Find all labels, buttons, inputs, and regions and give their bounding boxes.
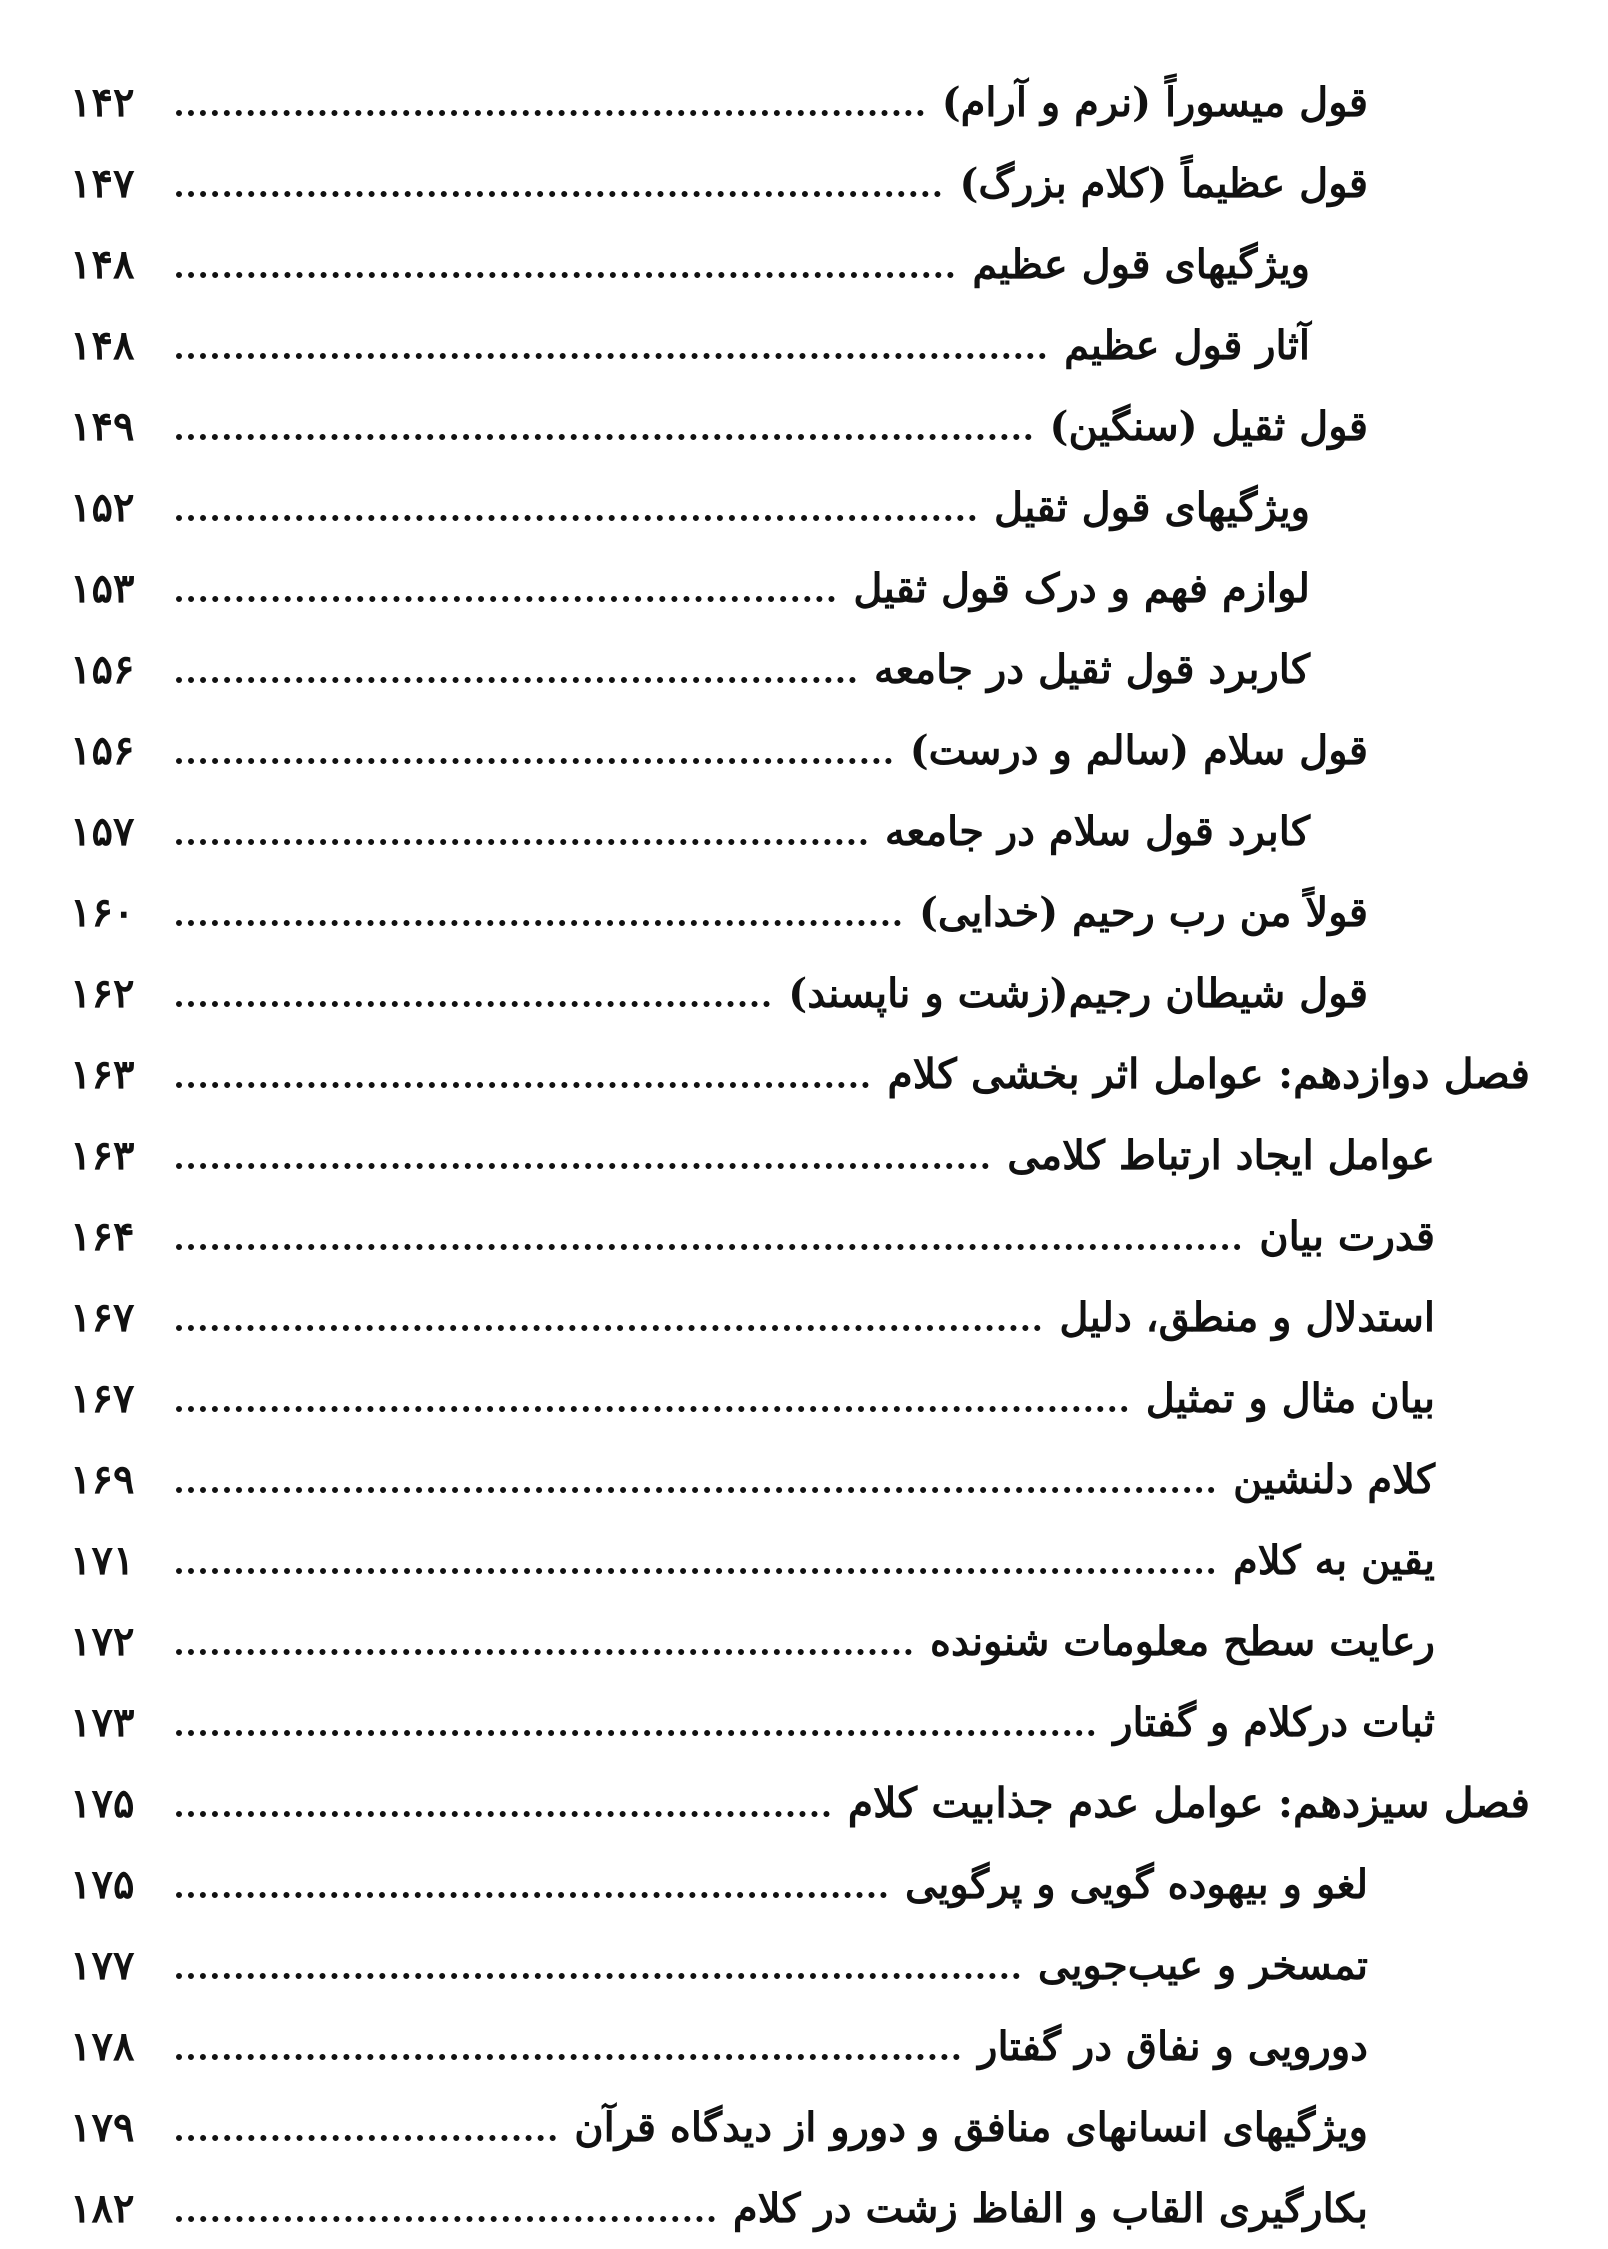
toc-entry-title: ویژگیهای قول ثقیل bbox=[994, 483, 1310, 531]
toc-entry-page: ۱۶۹ bbox=[70, 1455, 135, 1503]
toc-entry bbox=[70, 1277, 1530, 1358]
toc-entry-page: ۱۴۸ bbox=[70, 321, 135, 369]
toc-entry-title: قول سلام (سالم و درست) bbox=[909, 726, 1368, 774]
toc-entry-title: رعایت سطح معلومات شنونده bbox=[930, 1617, 1435, 1665]
toc-entry-page: ۱۵۲ bbox=[70, 483, 135, 531]
toc-entry bbox=[70, 1925, 1530, 2006]
toc-entry-page: ۱۷۱ bbox=[70, 1536, 135, 1584]
dot-leader bbox=[176, 1285, 1041, 1331]
toc-entry-title: استدلال و منطق، دلیل bbox=[1059, 1293, 1435, 1341]
dot-leader bbox=[176, 1528, 1215, 1574]
dot-leader bbox=[176, 556, 835, 602]
toc-entry-title: یقین به کلام bbox=[1233, 1536, 1435, 1584]
toc-entry bbox=[70, 1358, 1530, 1439]
dot-leader bbox=[176, 1366, 1128, 1412]
dot-leader bbox=[176, 1123, 989, 1169]
toc-entry bbox=[70, 2087, 1530, 2168]
toc-entry-title: کابرد قول سلام در جامعه bbox=[884, 807, 1310, 855]
toc-entry-page: ۱۶۳ bbox=[70, 1131, 135, 1179]
toc-chapter-title: فصل سیزدهم: عوامل عدم جذابیت کلام bbox=[847, 1779, 1530, 1827]
toc-entry-page: ۱۶۲ bbox=[70, 969, 135, 1017]
dot-leader bbox=[176, 961, 770, 1007]
toc-entry-page: ۱۸۲ bbox=[70, 2184, 135, 2232]
toc-entry bbox=[70, 224, 1530, 305]
toc-entry-title: کلام دلنشین bbox=[1233, 1455, 1435, 1503]
toc-entry-title: دورویی و نفاق در گفتار bbox=[978, 2022, 1368, 2070]
toc-entry-page: ۱۴۲ bbox=[70, 78, 135, 126]
dot-leader bbox=[176, 2095, 556, 2141]
toc-entry-title: لغو و بیهوده گویی و پرگویی bbox=[904, 1860, 1368, 1908]
toc-entry-title: بکارگیری القاب و الفاظ زشت در کلام bbox=[732, 2184, 1368, 2232]
toc-entry bbox=[70, 1682, 1530, 1763]
dot-leader bbox=[176, 880, 901, 926]
dot-leader bbox=[176, 1447, 1215, 1493]
toc-entry-title: ویژگیهای انسانهای منافق و دورو از دیدگاه قرآن bbox=[574, 2103, 1368, 2151]
dot-leader bbox=[176, 232, 954, 278]
toc-chapter-entry bbox=[70, 1034, 1530, 1115]
toc-entry-title: ثبات درکلام و گفتار bbox=[1113, 1698, 1435, 1746]
toc-entry-title: قول عظیماً (کلام بزرگ) bbox=[959, 159, 1368, 207]
toc-entry-page: ۱۴۹ bbox=[70, 402, 135, 450]
toc-entry bbox=[70, 1844, 1530, 1925]
toc-entry bbox=[70, 1601, 1530, 1682]
table-of-contents bbox=[70, 62, 1530, 2232]
dot-leader bbox=[176, 151, 941, 197]
toc-entry-title: قول میسوراً (نرم و آرام) bbox=[941, 78, 1368, 126]
toc-entry bbox=[70, 791, 1530, 872]
toc-entry-title: ویژگیهای قول عظیم bbox=[972, 240, 1310, 288]
toc-entry-page: ۱۵۶ bbox=[70, 645, 135, 693]
dot-leader bbox=[176, 1933, 1020, 1979]
toc-entry-title: لوازم فهم و درک قول ثقیل bbox=[853, 564, 1310, 612]
toc-entry bbox=[70, 548, 1530, 629]
dot-leader bbox=[176, 394, 1032, 440]
toc-entry bbox=[70, 305, 1530, 386]
toc-entry bbox=[70, 1439, 1530, 1520]
dot-leader bbox=[176, 2014, 960, 2060]
toc-entry bbox=[70, 2006, 1530, 2087]
toc-entry-title: قولاً من رب رحیم (خدایی) bbox=[918, 888, 1368, 936]
toc-entry-page: ۱۷۲ bbox=[70, 1617, 135, 1665]
toc-entry bbox=[70, 872, 1530, 953]
dot-leader bbox=[176, 799, 867, 845]
toc-entry bbox=[70, 62, 1530, 143]
toc-entry-title: قول شیطان رجیم(زشت و ناپسند) bbox=[788, 969, 1368, 1017]
toc-entry-page: ۱۵۷ bbox=[70, 807, 135, 855]
toc-entry-page: ۱۷۳ bbox=[70, 1698, 135, 1746]
toc-entry bbox=[70, 143, 1530, 224]
dot-leader bbox=[176, 1042, 869, 1088]
dot-leader bbox=[176, 1204, 1241, 1250]
toc-entry bbox=[70, 953, 1530, 1034]
toc-entry-title: کاربرد قول ثقیل در جامعه bbox=[873, 645, 1310, 693]
toc-entry-title: آثار قول عظیم bbox=[1064, 321, 1310, 369]
toc-entry-page: ۱۶۰ bbox=[70, 888, 135, 936]
dot-leader bbox=[176, 70, 924, 116]
toc-entry-title: قدرت بیان bbox=[1259, 1212, 1435, 1260]
toc-entry-page: ۱۷۹ bbox=[70, 2103, 135, 2151]
toc-entry-page: ۱۴۷ bbox=[70, 159, 135, 207]
toc-entry bbox=[70, 710, 1530, 791]
toc-entry-title: عوامل ایجاد ارتباط کلامی bbox=[1007, 1131, 1435, 1179]
toc-chapter-entry bbox=[70, 1763, 1530, 1844]
toc-entry bbox=[70, 2168, 1530, 2249]
dot-leader bbox=[176, 1852, 887, 1898]
toc-entry bbox=[70, 629, 1530, 710]
toc-entry-page: ۱۶۴ bbox=[70, 1212, 135, 1260]
toc-entry-title: بیان مثال و تمثیل bbox=[1145, 1374, 1435, 1422]
dot-leader bbox=[176, 1690, 1095, 1736]
dot-leader bbox=[176, 718, 892, 764]
toc-entry-page: ۱۴۸ bbox=[70, 240, 135, 288]
toc-entry-page: ۱۵۶ bbox=[70, 726, 135, 774]
toc-entry bbox=[70, 1520, 1530, 1601]
toc-entry-page: ۱۶۷ bbox=[70, 1293, 135, 1341]
toc-entry bbox=[70, 386, 1530, 467]
dot-leader bbox=[176, 313, 1046, 359]
toc-entry-page: ۱۶۳ bbox=[70, 1050, 135, 1098]
toc-entry bbox=[70, 1115, 1530, 1196]
toc-entry-page: ۱۷۵ bbox=[70, 1860, 135, 1908]
toc-entry-page: ۱۷۷ bbox=[70, 1941, 135, 1989]
toc-entry-page: ۱۵۳ bbox=[70, 564, 135, 612]
toc-entry-title: تمسخر و عیب‌جویی bbox=[1037, 1941, 1368, 1989]
toc-entry-page: ۱۷۵ bbox=[70, 1779, 135, 1827]
dot-leader bbox=[176, 1771, 830, 1817]
toc-chapter-title: فصل دوازدهم: عوامل اثر بخشی کلام bbox=[887, 1050, 1530, 1098]
dot-leader bbox=[176, 637, 856, 683]
toc-entry bbox=[70, 1196, 1530, 1277]
toc-entry-title: قول ثقیل (سنگین) bbox=[1049, 402, 1368, 450]
dot-leader bbox=[176, 2176, 715, 2222]
dot-leader bbox=[176, 475, 976, 521]
dot-leader bbox=[176, 1609, 912, 1655]
toc-entry-page: ۱۶۷ bbox=[70, 1374, 135, 1422]
toc-entry-page: ۱۷۸ bbox=[70, 2022, 135, 2070]
toc-entry bbox=[70, 467, 1530, 548]
